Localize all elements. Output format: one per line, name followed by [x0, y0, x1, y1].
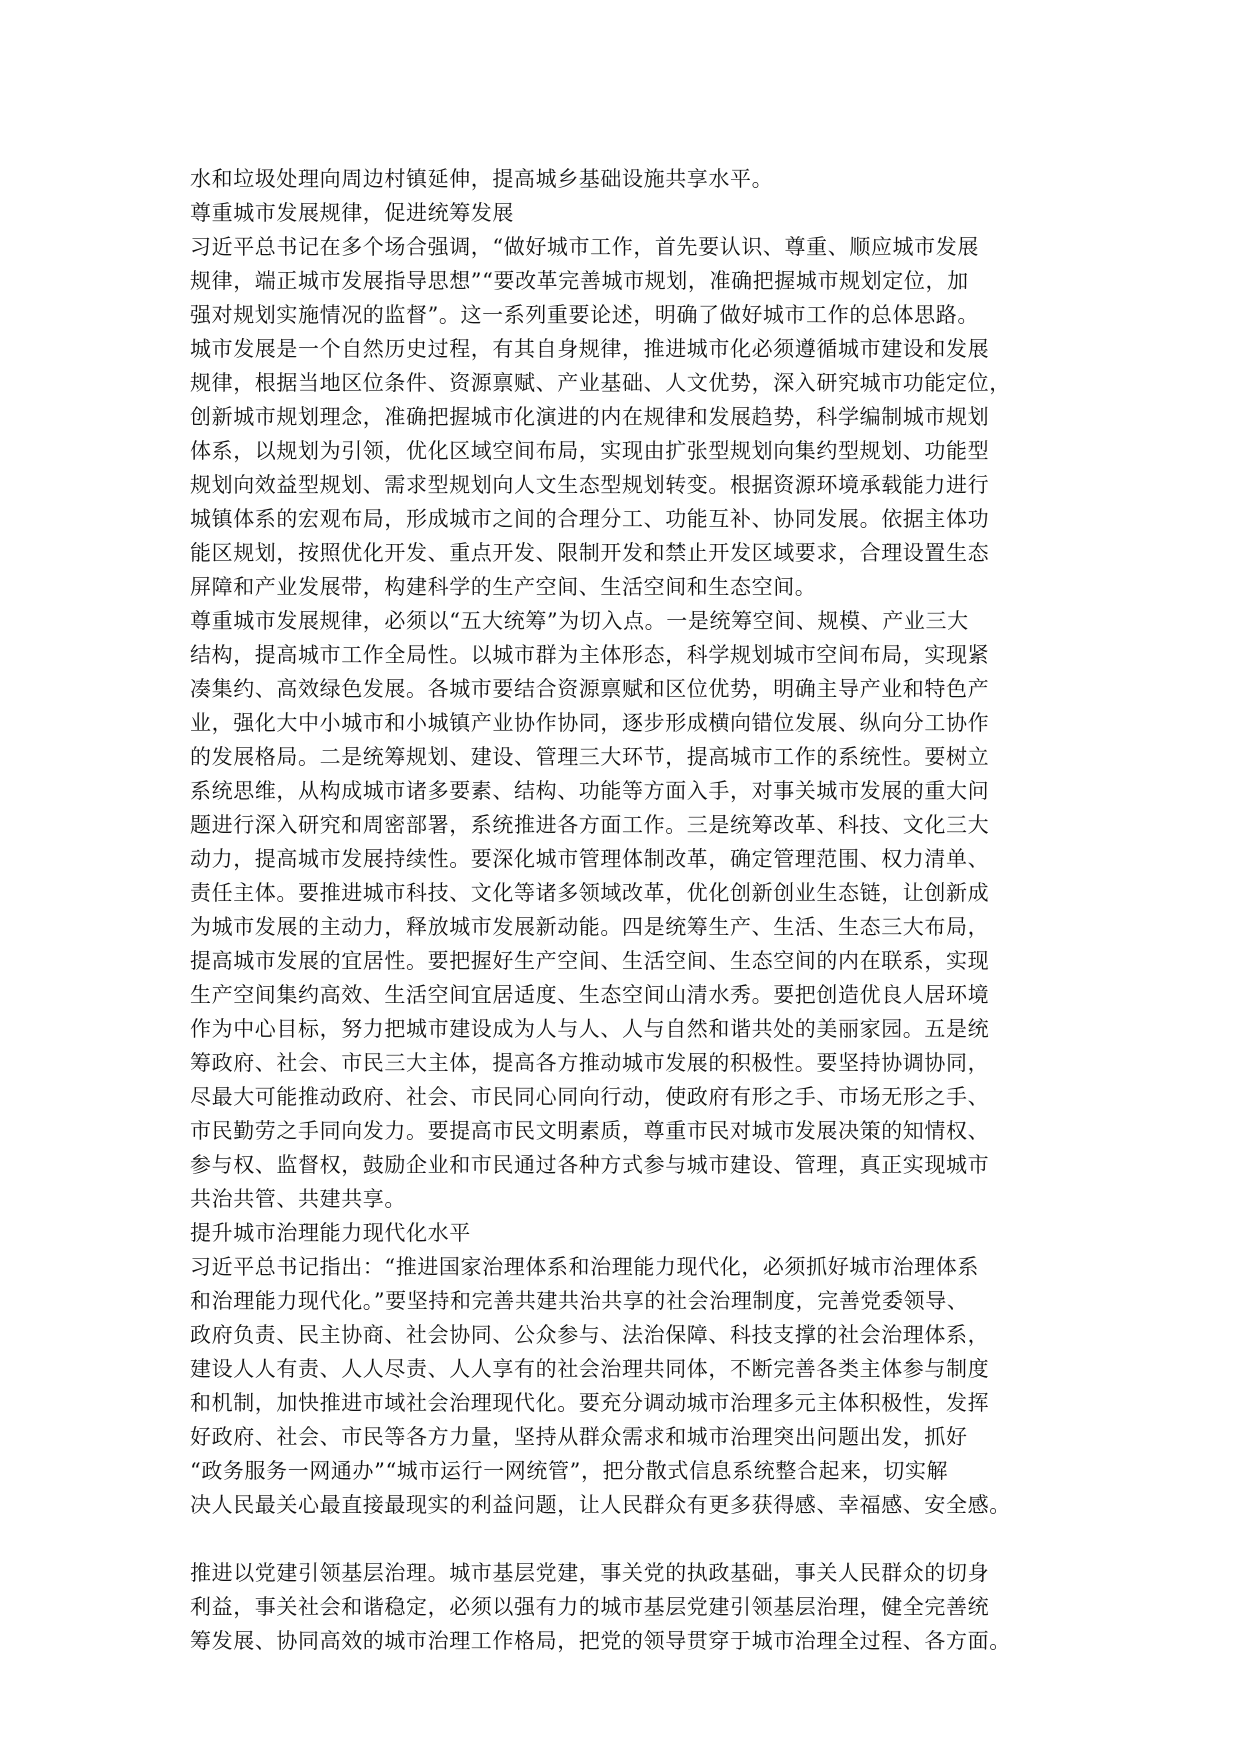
paragraph-gap — [190, 1522, 1070, 1556]
section-heading: 尊重城市发展规律，促进统筹发展 — [190, 201, 514, 225]
text-line: 结构，提高城市工作全局性。以城市群为主体形态，科学规划城市空间布局，实现紧 — [190, 643, 990, 667]
text-line: 城镇体系的宏观布局，形成城市之间的合理分工、功能互补、协同发展。依据主体功 — [190, 507, 990, 531]
text-line: 动力，提高城市发展持续性。要深化城市管理体制改革，确定管理范围、权力清单、 — [190, 847, 990, 871]
text-line: 强对规划实施情况的监督”。这一系列重要论述，明确了做好城市工作的总体思路。 — [190, 303, 979, 327]
text-line: 推进以党建引领基层治理。城市基层党建，事关党的执政基础，事关人民群众的切身 — [190, 1561, 990, 1585]
text-line: 创新城市规划理念，准确把握城市化演进的内在规律和发展趋势，科学编制城市规划 — [190, 405, 990, 429]
text-line: 规划向效益型规划、需求型规划向人文生态型规划转变。根据资源环境承载能力进行 — [190, 473, 990, 497]
text-line: 好政府、社会、市民等各方力量，坚持从群众需求和城市治理突出问题出发，抓好 — [190, 1425, 968, 1449]
text-line: 参与权、监督权，鼓励企业和市民通过各种方式参与城市建设、管理，真正实现城市 — [190, 1153, 990, 1177]
text-line: 筹政府、社会、市民三大主体，提高各方推动城市发展的积极性。要坚持协调协同， — [190, 1051, 990, 1075]
text-line: 能区规划，按照优化开发、重点开发、限制开发和禁止开发区域要求，合理设置生态 — [190, 541, 990, 565]
text-line: 体系，以规划为引领，优化区域空间布局，实现由扩张型规划向集约型规划、功能型 — [190, 439, 990, 463]
text-line: 尽最大可能推动政府、社会、市民同心同向行动，使政府有形之手、市场无形之手、 — [190, 1085, 990, 1109]
text-line: 作为中心目标，努力把城市建设成为人与人、人与自然和谐共处的美丽家园。五是统 — [190, 1017, 990, 1041]
text-line: 为城市发展的主动力，释放城市发展新动能。四是统筹生产、生活、生态三大布局， — [190, 915, 990, 939]
text-line: 规律，根据当地区位条件、资源禀赋、产业基础、人文优势，深入研究城市功能定位， — [190, 371, 1011, 395]
text-line: 和机制，加快推进市域社会治理现代化。要充分调动城市治理多元主体积极性，发挥 — [190, 1391, 990, 1415]
text-line: 筹发展、协同高效的城市治理工作格局，把党的领导贯穿于城市治理全过程、各方面。 — [190, 1629, 1011, 1653]
text-line: 共治共管、共建共享。 — [190, 1187, 406, 1211]
text-line: 尊重城市发展规律，必须以“五大统筹”为切入点。一是统筹空间、规模、产业三大 — [190, 609, 969, 633]
text-line: 市民勤劳之手同向发力。要提高市民文明素质，尊重市民对城市发展决策的知情权、 — [190, 1119, 990, 1143]
text-line: 业，强化大中小城市和小城镇产业协作协同，逐步形成横向错位发展、纵向分工协作 — [190, 711, 990, 735]
text-line: 责任主体。要推进城市科技、文化等诸多领域改革，优化创新创业生态链，让创新成 — [190, 881, 990, 905]
text-line: 城市发展是一个自然历史过程，有其自身规律，推进城市化必须遵循城市建设和发展 — [190, 337, 990, 361]
document-body — [190, 162, 1070, 1658]
text-line: 题进行深入研究和周密部署，系统推进各方面工作。三是统筹改革、科技、文化三大 — [190, 813, 990, 837]
text-line: 建设人人有责、人人尽责、人人享有的社会治理共同体，不断完善各类主体参与制度 — [190, 1357, 990, 1381]
text-line: 屏障和产业发展带，构建科学的生产空间、生活空间和生态空间。 — [190, 575, 817, 599]
text-line: 习近平总书记在多个场合强调，“做好城市工作，首先要认识、尊重、顺应城市发展 — [190, 235, 979, 259]
text-line: “政务服务一网通办”“城市运行一网统管”，把分散式信息系统整合起来，切实解 — [190, 1459, 949, 1483]
text-line: 凑集约、高效绿色发展。各城市要结合资源禀赋和区位优势，明确主导产业和特色产 — [190, 677, 990, 701]
text-line: 生产空间集约高效、生活空间宜居适度、生态空间山清水秀。要把创造优良人居环境 — [190, 983, 990, 1007]
text-line: 提高城市发展的宜居性。要把握好生产空间、生活空间、生态空间的内在联系，实现 — [190, 949, 990, 973]
text-line: 习近平总书记指出：“推进国家治理体系和治理能力现代化，必须抓好城市治理体系 — [190, 1255, 979, 1279]
text-line: 系统思维，从构成城市诸多要素、结构、功能等方面入手，对事关城市发展的重大问 — [190, 779, 990, 803]
text-line: 利益，事关社会和谐稳定，必须以强有力的城市基层党建引领基层治理，健全完善统 — [190, 1595, 990, 1619]
section-heading: 提升城市治理能力现代化水平 — [190, 1221, 471, 1245]
text-line: 的发展格局。二是统筹规划、建设、管理三大环节，提高城市工作的系统性。要树立 — [190, 745, 990, 769]
text-line: 和治理能力现代化。”要坚持和完善共建共治共享的社会治理制度，完善党委领导、 — [190, 1289, 969, 1313]
text-line: 政府负责、民主协商、社会协同、公众参与、法治保障、科技支撑的社会治理体系， — [190, 1323, 990, 1347]
text-line: 决人民最关心最直接最现实的利益问题，让人民群众有更多获得感、幸福感、安全感。 — [190, 1493, 1011, 1517]
text-line: 水和垃圾处理向周边村镇延伸，提高城乡基础设施共享水平。 — [190, 167, 774, 191]
text-line: 规律，端正城市发展指导思想”“要改革完善城市规划，准确把握城市规划定位，加 — [190, 269, 969, 293]
